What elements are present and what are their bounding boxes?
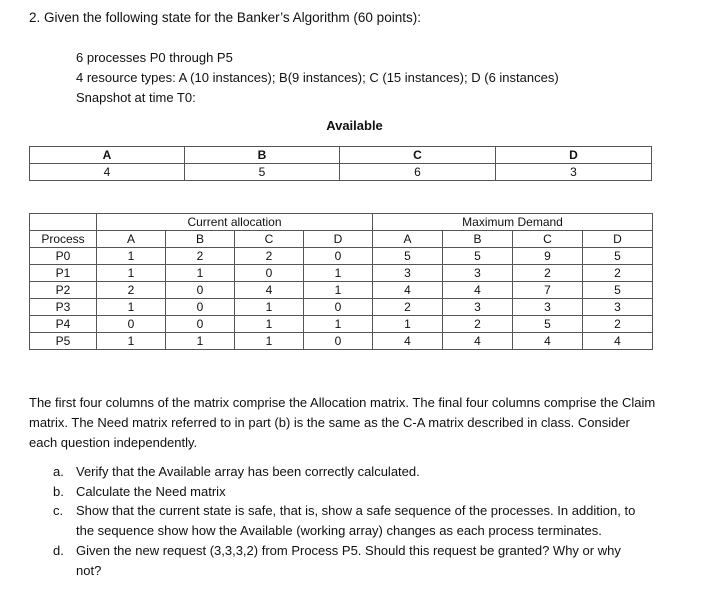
table-row [30,299,653,316]
cell-max-d: 2 [583,265,653,282]
cell-alloc-c: 1 [235,299,304,316]
cell-alloc-a: 1 [97,248,166,265]
question-label: b. [53,484,64,499]
cell-max-b: 3 [443,265,513,282]
available-value-d: 3 [496,164,652,181]
question-label: a. [53,464,64,479]
cell-alloc-b: 1 [166,333,235,350]
table-row [30,282,653,299]
cell-max-d: 4 [583,333,653,350]
question-text: Given the new request (3,3,3,2) from Process P5. Should this request be granted? Why or why not? [76,543,621,578]
question-text: Verify that the Available array has been correctly calculated. [76,464,420,479]
cell-alloc-c: 1 [235,316,304,333]
group-header-row [30,214,653,231]
question-title: 2. Given the following state for the Banker’s Algorithm (60 points): [29,10,421,25]
cell-alloc-a: 2 [97,282,166,299]
cell-max-d: 2 [583,316,653,333]
cell-alloc-d: 0 [304,248,373,265]
cell-alloc-a: 0 [97,316,166,333]
cell-max-b: 5 [443,248,513,265]
column-header-row [30,231,653,248]
column-header-alloc-c: C [235,231,304,248]
cell-max-b: 3 [443,299,513,316]
question-item-b [53,482,646,502]
question-item-c [53,501,646,541]
cell-max-a: 4 [373,333,443,350]
cell-max-c: 5 [513,316,583,333]
info-resources: 4 resource types: A (10 instances); B(9 instances); C (15 instances); D (6 instances) [76,70,559,85]
cell-process: P0 [30,248,97,265]
question-label: c. [53,503,64,518]
cell-alloc-c: 1 [235,333,304,350]
column-header-process: Process [30,231,97,248]
cell-alloc-d: 0 [304,333,373,350]
cell-alloc-b: 0 [166,282,235,299]
available-header-a: A [30,147,185,164]
cell-alloc-a: 1 [97,299,166,316]
available-table [29,146,652,181]
cell-alloc-b: 0 [166,299,235,316]
cell-process: P3 [30,299,97,316]
info-processes: 6 processes P0 through P5 [76,50,233,65]
cell-max-b: 4 [443,282,513,299]
cell-max-c: 4 [513,333,583,350]
cell-max-a: 4 [373,282,443,299]
table-row [30,333,653,350]
table-row [30,265,653,282]
cell-max-c: 2 [513,265,583,282]
available-title: Available [326,118,383,133]
cell-max-c: 7 [513,282,583,299]
cell-alloc-d: 0 [304,299,373,316]
cell-alloc-c: 0 [235,265,304,282]
column-header-max-d: D [583,231,653,248]
cell-max-d: 5 [583,282,653,299]
instructions-paragraph: The first four columns of the matrix comprise the Allocation matrix. The final four columns comprise the Claim matrix. The Need matrix referred to in part (b) is the same as the C-A matrix described in class. Consider each question independently. [29,395,656,450]
cell-max-d: 5 [583,248,653,265]
cell-process: P1 [30,265,97,282]
question-text: Calculate the Need matrix [76,484,226,499]
cell-alloc-d: 1 [304,316,373,333]
table-row [30,248,653,265]
available-value-a: 4 [30,164,185,181]
column-header-alloc-b: B [166,231,235,248]
allocation-matrix-table [29,213,653,350]
cell-max-b: 2 [443,316,513,333]
available-value-row [30,164,652,181]
cell-max-a: 1 [373,316,443,333]
cell-max-c: 9 [513,248,583,265]
cell-alloc-b: 1 [166,265,235,282]
cell-alloc-a: 1 [97,265,166,282]
group-header-max-demand: Maximum Demand [373,214,653,231]
cell-alloc-c: 4 [235,282,304,299]
cell-max-d: 3 [583,299,653,316]
cell-alloc-d: 1 [304,265,373,282]
cell-max-a: 2 [373,299,443,316]
question-item-d [53,541,646,581]
cell-process: P4 [30,316,97,333]
cell-alloc-b: 0 [166,316,235,333]
available-header-b: B [185,147,340,164]
cell-alloc-a: 1 [97,333,166,350]
question-item-a [53,462,646,482]
column-header-alloc-d: D [304,231,373,248]
cell-max-a: 3 [373,265,443,282]
cell-alloc-b: 2 [166,248,235,265]
table-row [30,316,653,333]
cell-process: P5 [30,333,97,350]
available-value-c: 6 [340,164,496,181]
column-header-max-a: A [373,231,443,248]
column-header-alloc-a: A [97,231,166,248]
available-header-c: C [340,147,496,164]
group-header-allocation: Current allocation [97,214,373,231]
cell-process: P2 [30,282,97,299]
info-snapshot: Snapshot at time T0: [76,90,196,105]
cell-alloc-c: 2 [235,248,304,265]
question-text: Show that the current state is safe, that is, show a safe sequence of the processes. In addition, to the sequence show how the Available (working array) changes as each process terminates. [76,503,636,538]
column-header-max-c: C [513,231,583,248]
question-label: d. [53,543,64,558]
column-header-max-b: B [443,231,513,248]
cell-max-b: 4 [443,333,513,350]
available-header-row [30,147,652,164]
available-value-b: 5 [185,164,340,181]
cell-max-a: 5 [373,248,443,265]
available-header-d: D [496,147,652,164]
cell-alloc-d: 1 [304,282,373,299]
cell-max-c: 3 [513,299,583,316]
